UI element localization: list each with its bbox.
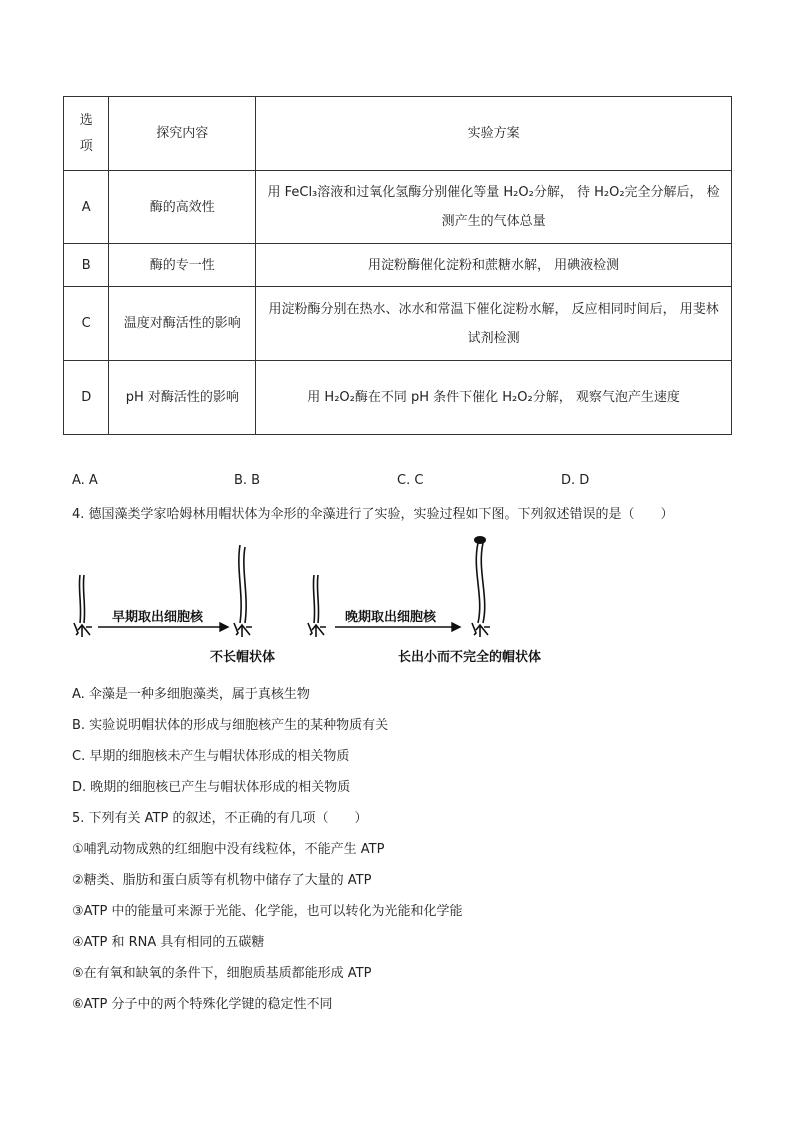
row-option: D [64,361,109,435]
acetabularia-figure [70,535,590,665]
short-stalk-plant-icon [308,575,326,637]
row-topic: 酶的高效性 [109,171,256,244]
result-2-label: 长出小而不完全的帽状体 [398,650,542,665]
q5-stem: 5. 下列有关 ATP 的叙述，不正确的有几项（ ） [72,811,368,826]
q3-choice-d[interactable]: D. D [561,473,590,488]
row-plan: 用 FeCl₃溶液和过氧化氢酶分别催化等量 H₂O₂分解， 待 H₂O₂完全分解后， 检测产生的气体总量 [256,171,732,244]
arrow-2-head-icon [452,623,460,631]
q4-stem: 4. 德国藻类学家哈姆林用帽状体为伞形的伞藻进行了实验，实验过程如下图。下列叙述错误的是（ ） [72,507,674,522]
arrow-2-label: 晚期取出细胞核 [345,610,437,625]
row-plan: 用 H₂O₂酶在不同 pH 条件下催化 H₂O₂分解， 观察气泡产生速度 [256,361,732,435]
q5-item: ⑥ATP 分子中的两个特殊化学键的稳定性不同 [72,997,333,1012]
header-option: 选 项 [64,97,109,171]
q3-choice-a[interactable]: A. A [72,473,98,488]
row-topic: 温度对酶活性的影响 [109,287,256,361]
q3-choice-c[interactable]: C. C [397,473,424,488]
row-option: C [64,287,109,361]
row-plan: 用淀粉酶分别在热水、冰水和常温下催化淀粉水解， 反应相同时间后， 用斐林试剂检测 [256,287,732,361]
q5-item: ⑤在有氧和缺氧的条件下，细胞质基质都能形成 ATP [72,966,372,981]
header-plan: 实验方案 [256,97,732,171]
table-header-row [64,97,732,171]
table-row [64,361,732,435]
q4-option-c[interactable]: C. 早期的细胞核未产生与帽状体形成的相关物质 [72,749,350,764]
table-row [64,244,732,287]
arrow-1-head-icon [220,623,228,631]
tall-stalk-no-cap-icon [234,545,252,637]
row-option: A [64,171,109,244]
table-row [64,171,732,244]
q4-option-a[interactable]: A. 伞藻是一种多细胞藻类，属于真核生物 [72,687,310,702]
table-row [64,287,732,361]
q4-option-d[interactable]: D. 晚期的细胞核已产生与帽状体形成的相关物质 [72,780,351,795]
row-topic: 酶的专一性 [109,244,256,287]
short-stalk-plant-icon [74,575,92,637]
q5-item: ②糖类、脂肪和蛋白质等有机物中储存了大量的 ATP [72,873,372,888]
small-cap-icon [474,536,486,544]
header-topic: 探究内容 [109,97,256,171]
q4-option-b[interactable]: B. 实验说明帽状体的形成与细胞核产生的某种物质有关 [72,718,389,733]
row-topic: pH 对酶活性的影响 [109,361,256,435]
q5-item: ③ATP 中的能量可来源于光能、化学能，也可以转化为光能和化学能 [72,904,463,919]
row-option: B [64,244,109,287]
tall-stalk-small-cap-icon [472,543,490,637]
q5-item: ①哺乳动物成熟的红细胞中没有线粒体，不能产生 ATP [72,842,385,857]
result-1-label: 不长帽状体 [210,650,276,665]
experiment-table [63,96,732,435]
row-plan: 用淀粉酶催化淀粉和蔗糖水解， 用碘液检测 [256,244,732,287]
q5-item: ④ATP 和 RNA 具有相同的五碳糖 [72,935,265,950]
arrow-1-label: 早期取出细胞核 [112,610,204,625]
q3-choice-b[interactable]: B. B [234,473,261,488]
